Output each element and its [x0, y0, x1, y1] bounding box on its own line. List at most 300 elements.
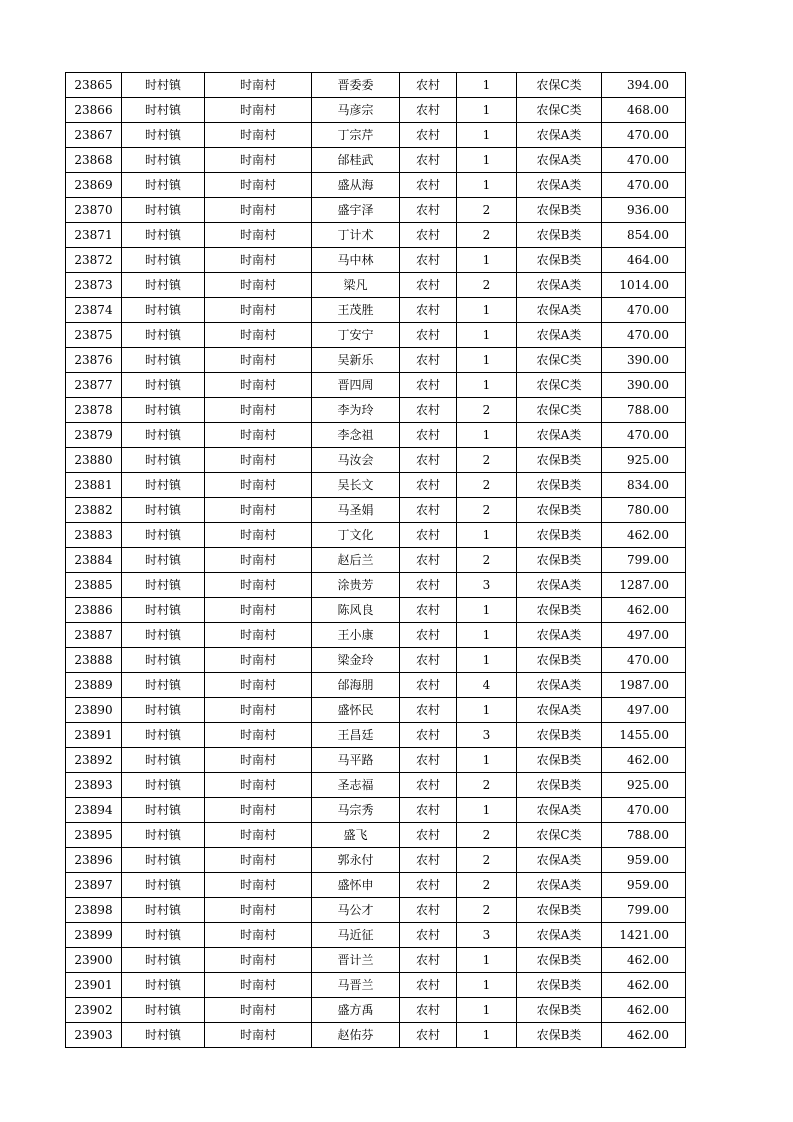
cell-amount: 470.00 — [602, 323, 686, 348]
table-row — [66, 648, 686, 673]
data-table — [65, 72, 686, 1048]
cell-person-count: 2 — [457, 548, 517, 573]
cell-person-name: 马彦宗 — [312, 98, 400, 123]
cell-village: 时南村 — [205, 398, 312, 423]
cell-residence-type: 农村 — [400, 673, 457, 698]
table-row — [66, 323, 686, 348]
cell-residence-type: 农村 — [400, 148, 457, 173]
cell-person-count: 1 — [457, 1023, 517, 1048]
cell-record-id: 23871 — [66, 223, 122, 248]
cell-person-count: 2 — [457, 898, 517, 923]
table-row — [66, 73, 686, 98]
cell-person-count: 2 — [457, 223, 517, 248]
cell-person-count: 2 — [457, 273, 517, 298]
cell-amount: 788.00 — [602, 398, 686, 423]
cell-insurance-category: 农保A类 — [517, 273, 602, 298]
cell-insurance-category: 农保B类 — [517, 748, 602, 773]
cell-record-id: 23868 — [66, 148, 122, 173]
cell-village: 时南村 — [205, 648, 312, 673]
table-row — [66, 748, 686, 773]
cell-person-name: 王昌廷 — [312, 723, 400, 748]
cell-village: 时南村 — [205, 1023, 312, 1048]
cell-village: 时南村 — [205, 73, 312, 98]
cell-record-id: 23895 — [66, 823, 122, 848]
cell-person-count: 2 — [457, 848, 517, 873]
cell-amount: 959.00 — [602, 848, 686, 873]
cell-person-name: 丁安宁 — [312, 323, 400, 348]
table-row — [66, 523, 686, 548]
cell-person-name: 李念祖 — [312, 423, 400, 448]
cell-amount: 394.00 — [602, 73, 686, 98]
cell-person-name: 圣志福 — [312, 773, 400, 798]
cell-amount: 834.00 — [602, 473, 686, 498]
cell-person-name: 盛飞 — [312, 823, 400, 848]
cell-person-name: 邰桂武 — [312, 148, 400, 173]
cell-insurance-category: 农保B类 — [517, 773, 602, 798]
table-row — [66, 148, 686, 173]
cell-person-count: 1 — [457, 698, 517, 723]
cell-village: 时南村 — [205, 198, 312, 223]
cell-village: 时南村 — [205, 773, 312, 798]
cell-insurance-category: 农保A类 — [517, 423, 602, 448]
cell-residence-type: 农村 — [400, 648, 457, 673]
table-row — [66, 573, 686, 598]
cell-record-id: 23899 — [66, 923, 122, 948]
cell-insurance-category: 农保C类 — [517, 348, 602, 373]
cell-insurance-category: 农保A类 — [517, 148, 602, 173]
cell-record-id: 23888 — [66, 648, 122, 673]
cell-town: 时村镇 — [122, 948, 205, 973]
cell-record-id: 23865 — [66, 73, 122, 98]
cell-person-count: 2 — [457, 398, 517, 423]
cell-person-name: 马汝会 — [312, 448, 400, 473]
cell-amount: 799.00 — [602, 548, 686, 573]
cell-insurance-category: 农保B类 — [517, 898, 602, 923]
cell-insurance-category: 农保A类 — [517, 873, 602, 898]
cell-residence-type: 农村 — [400, 473, 457, 498]
cell-town: 时村镇 — [122, 448, 205, 473]
table-row — [66, 598, 686, 623]
cell-insurance-category: 农保B类 — [517, 973, 602, 998]
cell-person-count: 2 — [457, 823, 517, 848]
cell-person-name: 晋计兰 — [312, 948, 400, 973]
cell-record-id: 23872 — [66, 248, 122, 273]
cell-person-name: 赵后兰 — [312, 548, 400, 573]
cell-residence-type: 农村 — [400, 723, 457, 748]
cell-village: 时南村 — [205, 698, 312, 723]
cell-town: 时村镇 — [122, 123, 205, 148]
cell-village: 时南村 — [205, 123, 312, 148]
cell-town: 时村镇 — [122, 473, 205, 498]
cell-record-id: 23897 — [66, 873, 122, 898]
cell-amount: 462.00 — [602, 523, 686, 548]
cell-residence-type: 农村 — [400, 898, 457, 923]
cell-village: 时南村 — [205, 998, 312, 1023]
cell-amount: 470.00 — [602, 648, 686, 673]
cell-person-count: 1 — [457, 73, 517, 98]
cell-record-id: 23902 — [66, 998, 122, 1023]
cell-town: 时村镇 — [122, 348, 205, 373]
cell-town: 时村镇 — [122, 598, 205, 623]
cell-amount: 470.00 — [602, 423, 686, 448]
cell-record-id: 23883 — [66, 523, 122, 548]
cell-person-count: 1 — [457, 948, 517, 973]
cell-amount: 462.00 — [602, 1023, 686, 1048]
cell-person-count: 3 — [457, 923, 517, 948]
table-row — [66, 723, 686, 748]
cell-insurance-category: 农保B类 — [517, 523, 602, 548]
cell-town: 时村镇 — [122, 698, 205, 723]
table-row — [66, 773, 686, 798]
cell-amount: 462.00 — [602, 973, 686, 998]
cell-person-count: 2 — [457, 498, 517, 523]
cell-town: 时村镇 — [122, 498, 205, 523]
cell-village: 时南村 — [205, 798, 312, 823]
cell-person-name: 马宗秀 — [312, 798, 400, 823]
cell-village: 时南村 — [205, 573, 312, 598]
cell-insurance-category: 农保A类 — [517, 798, 602, 823]
table-row — [66, 198, 686, 223]
cell-village: 时南村 — [205, 498, 312, 523]
cell-residence-type: 农村 — [400, 623, 457, 648]
cell-person-count: 1 — [457, 798, 517, 823]
cell-village: 时南村 — [205, 373, 312, 398]
cell-town: 时村镇 — [122, 823, 205, 848]
cell-amount: 497.00 — [602, 623, 686, 648]
table-row — [66, 398, 686, 423]
cell-record-id: 23876 — [66, 348, 122, 373]
cell-town: 时村镇 — [122, 848, 205, 873]
cell-residence-type: 农村 — [400, 448, 457, 473]
cell-residence-type: 农村 — [400, 848, 457, 873]
cell-record-id: 23894 — [66, 798, 122, 823]
cell-record-id: 23892 — [66, 748, 122, 773]
cell-person-name: 涂贵芳 — [312, 573, 400, 598]
cell-village: 时南村 — [205, 273, 312, 298]
cell-village: 时南村 — [205, 873, 312, 898]
cell-residence-type: 农村 — [400, 923, 457, 948]
cell-town: 时村镇 — [122, 798, 205, 823]
cell-amount: 1421.00 — [602, 923, 686, 948]
table-row — [66, 673, 686, 698]
cell-town: 时村镇 — [122, 273, 205, 298]
cell-town: 时村镇 — [122, 223, 205, 248]
cell-town: 时村镇 — [122, 423, 205, 448]
cell-amount: 1987.00 — [602, 673, 686, 698]
cell-amount: 854.00 — [602, 223, 686, 248]
cell-residence-type: 农村 — [400, 973, 457, 998]
cell-person-count: 1 — [457, 248, 517, 273]
cell-person-count: 1 — [457, 298, 517, 323]
cell-residence-type: 农村 — [400, 523, 457, 548]
cell-town: 时村镇 — [122, 148, 205, 173]
table-row — [66, 848, 686, 873]
cell-record-id: 23875 — [66, 323, 122, 348]
cell-residence-type: 农村 — [400, 298, 457, 323]
cell-person-name: 马中林 — [312, 248, 400, 273]
cell-person-name: 吴长文 — [312, 473, 400, 498]
cell-residence-type: 农村 — [400, 548, 457, 573]
cell-amount: 462.00 — [602, 998, 686, 1023]
cell-amount: 470.00 — [602, 173, 686, 198]
cell-residence-type: 农村 — [400, 198, 457, 223]
cell-person-name: 晋委委 — [312, 73, 400, 98]
cell-person-count: 2 — [457, 873, 517, 898]
table-row — [66, 123, 686, 148]
cell-amount: 1014.00 — [602, 273, 686, 298]
cell-town: 时村镇 — [122, 898, 205, 923]
cell-insurance-category: 农保C类 — [517, 823, 602, 848]
cell-person-count: 1 — [457, 623, 517, 648]
cell-person-name: 吴新乐 — [312, 348, 400, 373]
cell-village: 时南村 — [205, 948, 312, 973]
cell-residence-type: 农村 — [400, 73, 457, 98]
cell-town: 时村镇 — [122, 548, 205, 573]
cell-person-count: 1 — [457, 998, 517, 1023]
cell-person-name: 马平路 — [312, 748, 400, 773]
cell-town: 时村镇 — [122, 73, 205, 98]
cell-insurance-category: 农保C类 — [517, 398, 602, 423]
cell-person-name: 梁金玲 — [312, 648, 400, 673]
cell-person-count: 4 — [457, 673, 517, 698]
cell-insurance-category: 农保B类 — [517, 448, 602, 473]
cell-record-id: 23901 — [66, 973, 122, 998]
cell-town: 时村镇 — [122, 648, 205, 673]
cell-insurance-category: 农保B类 — [517, 648, 602, 673]
cell-town: 时村镇 — [122, 523, 205, 548]
cell-insurance-category: 农保A类 — [517, 623, 602, 648]
cell-village: 时南村 — [205, 98, 312, 123]
cell-person-count: 1 — [457, 973, 517, 998]
cell-record-id: 23884 — [66, 548, 122, 573]
cell-amount: 959.00 — [602, 873, 686, 898]
cell-person-count: 1 — [457, 348, 517, 373]
cell-person-count: 1 — [457, 523, 517, 548]
cell-residence-type: 农村 — [400, 1023, 457, 1048]
cell-person-count: 1 — [457, 123, 517, 148]
cell-record-id: 23890 — [66, 698, 122, 723]
cell-residence-type: 农村 — [400, 123, 457, 148]
cell-insurance-category: 农保A类 — [517, 673, 602, 698]
table-row — [66, 223, 686, 248]
cell-person-count: 3 — [457, 573, 517, 598]
cell-person-name: 王茂胜 — [312, 298, 400, 323]
cell-person-name: 李为玲 — [312, 398, 400, 423]
cell-village: 时南村 — [205, 748, 312, 773]
cell-residence-type: 农村 — [400, 748, 457, 773]
table-row — [66, 498, 686, 523]
cell-person-count: 1 — [457, 598, 517, 623]
cell-village: 时南村 — [205, 298, 312, 323]
cell-village: 时南村 — [205, 473, 312, 498]
cell-town: 时村镇 — [122, 198, 205, 223]
cell-residence-type: 农村 — [400, 98, 457, 123]
cell-person-name: 邰海朋 — [312, 673, 400, 698]
cell-village: 时南村 — [205, 898, 312, 923]
cell-person-name: 马公才 — [312, 898, 400, 923]
table-row — [66, 373, 686, 398]
cell-record-id: 23896 — [66, 848, 122, 873]
cell-residence-type: 农村 — [400, 698, 457, 723]
cell-amount: 925.00 — [602, 773, 686, 798]
cell-record-id: 23870 — [66, 198, 122, 223]
cell-residence-type: 农村 — [400, 248, 457, 273]
cell-insurance-category: 农保B类 — [517, 248, 602, 273]
cell-town: 时村镇 — [122, 373, 205, 398]
cell-village: 时南村 — [205, 248, 312, 273]
cell-insurance-category: 农保C类 — [517, 73, 602, 98]
cell-record-id: 23893 — [66, 773, 122, 798]
cell-amount: 464.00 — [602, 248, 686, 273]
cell-village: 时南村 — [205, 423, 312, 448]
cell-amount: 936.00 — [602, 198, 686, 223]
cell-village: 时南村 — [205, 673, 312, 698]
cell-town: 时村镇 — [122, 173, 205, 198]
cell-person-count: 2 — [457, 473, 517, 498]
cell-record-id: 23867 — [66, 123, 122, 148]
cell-village: 时南村 — [205, 323, 312, 348]
cell-person-name: 盛宇泽 — [312, 198, 400, 223]
cell-town: 时村镇 — [122, 398, 205, 423]
cell-town: 时村镇 — [122, 998, 205, 1023]
cell-person-name: 赵佑芬 — [312, 1023, 400, 1048]
cell-person-count: 1 — [457, 423, 517, 448]
cell-residence-type: 农村 — [400, 348, 457, 373]
cell-town: 时村镇 — [122, 98, 205, 123]
cell-person-name: 晋四周 — [312, 373, 400, 398]
table-row — [66, 623, 686, 648]
cell-insurance-category: 农保B类 — [517, 548, 602, 573]
cell-record-id: 23878 — [66, 398, 122, 423]
cell-person-name: 马圣娟 — [312, 498, 400, 523]
cell-residence-type: 农村 — [400, 373, 457, 398]
cell-person-name: 盛怀民 — [312, 698, 400, 723]
cell-person-name: 马晋兰 — [312, 973, 400, 998]
cell-record-id: 23869 — [66, 173, 122, 198]
cell-residence-type: 农村 — [400, 173, 457, 198]
cell-record-id: 23879 — [66, 423, 122, 448]
cell-village: 时南村 — [205, 723, 312, 748]
cell-record-id: 23903 — [66, 1023, 122, 1048]
table-row — [66, 273, 686, 298]
cell-village: 时南村 — [205, 148, 312, 173]
cell-village: 时南村 — [205, 923, 312, 948]
cell-insurance-category: 农保A类 — [517, 848, 602, 873]
cell-insurance-category: 农保A类 — [517, 323, 602, 348]
table-row — [66, 948, 686, 973]
cell-amount: 788.00 — [602, 823, 686, 848]
cell-record-id: 23873 — [66, 273, 122, 298]
cell-residence-type: 农村 — [400, 823, 457, 848]
cell-insurance-category: 农保B类 — [517, 998, 602, 1023]
cell-insurance-category: 农保B类 — [517, 948, 602, 973]
table-row — [66, 548, 686, 573]
cell-person-count: 1 — [457, 323, 517, 348]
cell-insurance-category: 农保B类 — [517, 1023, 602, 1048]
cell-amount: 780.00 — [602, 498, 686, 523]
cell-amount: 470.00 — [602, 798, 686, 823]
cell-person-name: 丁计术 — [312, 223, 400, 248]
cell-village: 时南村 — [205, 973, 312, 998]
table-row — [66, 923, 686, 948]
table-row — [66, 823, 686, 848]
cell-person-name: 梁凡 — [312, 273, 400, 298]
cell-insurance-category: 农保B类 — [517, 198, 602, 223]
cell-residence-type: 农村 — [400, 948, 457, 973]
cell-town: 时村镇 — [122, 623, 205, 648]
cell-amount: 462.00 — [602, 748, 686, 773]
table-row — [66, 98, 686, 123]
cell-residence-type: 农村 — [400, 273, 457, 298]
table-row — [66, 873, 686, 898]
cell-insurance-category: 农保A类 — [517, 123, 602, 148]
cell-amount: 925.00 — [602, 448, 686, 473]
cell-amount: 470.00 — [602, 123, 686, 148]
cell-record-id: 23866 — [66, 98, 122, 123]
cell-village: 时南村 — [205, 348, 312, 373]
cell-person-count: 3 — [457, 723, 517, 748]
cell-residence-type: 农村 — [400, 398, 457, 423]
table-row — [66, 898, 686, 923]
cell-amount: 799.00 — [602, 898, 686, 923]
cell-person-count: 1 — [457, 748, 517, 773]
cell-person-count: 1 — [457, 98, 517, 123]
cell-insurance-category: 农保C类 — [517, 98, 602, 123]
cell-person-name: 盛怀申 — [312, 873, 400, 898]
table-row — [66, 298, 686, 323]
cell-person-name: 丁宗芹 — [312, 123, 400, 148]
cell-person-name: 王小康 — [312, 623, 400, 648]
cell-record-id: 23877 — [66, 373, 122, 398]
cell-residence-type: 农村 — [400, 873, 457, 898]
cell-town: 时村镇 — [122, 873, 205, 898]
cell-person-name: 盛从海 — [312, 173, 400, 198]
cell-record-id: 23880 — [66, 448, 122, 473]
cell-amount: 1287.00 — [602, 573, 686, 598]
cell-record-id: 23881 — [66, 473, 122, 498]
cell-town: 时村镇 — [122, 298, 205, 323]
cell-residence-type: 农村 — [400, 798, 457, 823]
table-row — [66, 348, 686, 373]
table-row — [66, 698, 686, 723]
cell-amount: 470.00 — [602, 298, 686, 323]
cell-village: 时南村 — [205, 448, 312, 473]
cell-amount: 497.00 — [602, 698, 686, 723]
cell-town: 时村镇 — [122, 1023, 205, 1048]
cell-village: 时南村 — [205, 523, 312, 548]
cell-residence-type: 农村 — [400, 773, 457, 798]
cell-town: 时村镇 — [122, 723, 205, 748]
cell-town: 时村镇 — [122, 323, 205, 348]
cell-record-id: 23889 — [66, 673, 122, 698]
table-row — [66, 473, 686, 498]
table-row — [66, 798, 686, 823]
cell-town: 时村镇 — [122, 748, 205, 773]
cell-amount: 390.00 — [602, 373, 686, 398]
cell-record-id: 23900 — [66, 948, 122, 973]
cell-residence-type: 农村 — [400, 423, 457, 448]
cell-insurance-category: 农保B类 — [517, 473, 602, 498]
cell-insurance-category: 农保C类 — [517, 373, 602, 398]
cell-insurance-category: 农保A类 — [517, 298, 602, 323]
table-body — [66, 73, 686, 1048]
cell-record-id: 23882 — [66, 498, 122, 523]
cell-amount: 468.00 — [602, 98, 686, 123]
cell-person-count: 1 — [457, 373, 517, 398]
cell-village: 时南村 — [205, 223, 312, 248]
cell-residence-type: 农村 — [400, 498, 457, 523]
cell-village: 时南村 — [205, 623, 312, 648]
